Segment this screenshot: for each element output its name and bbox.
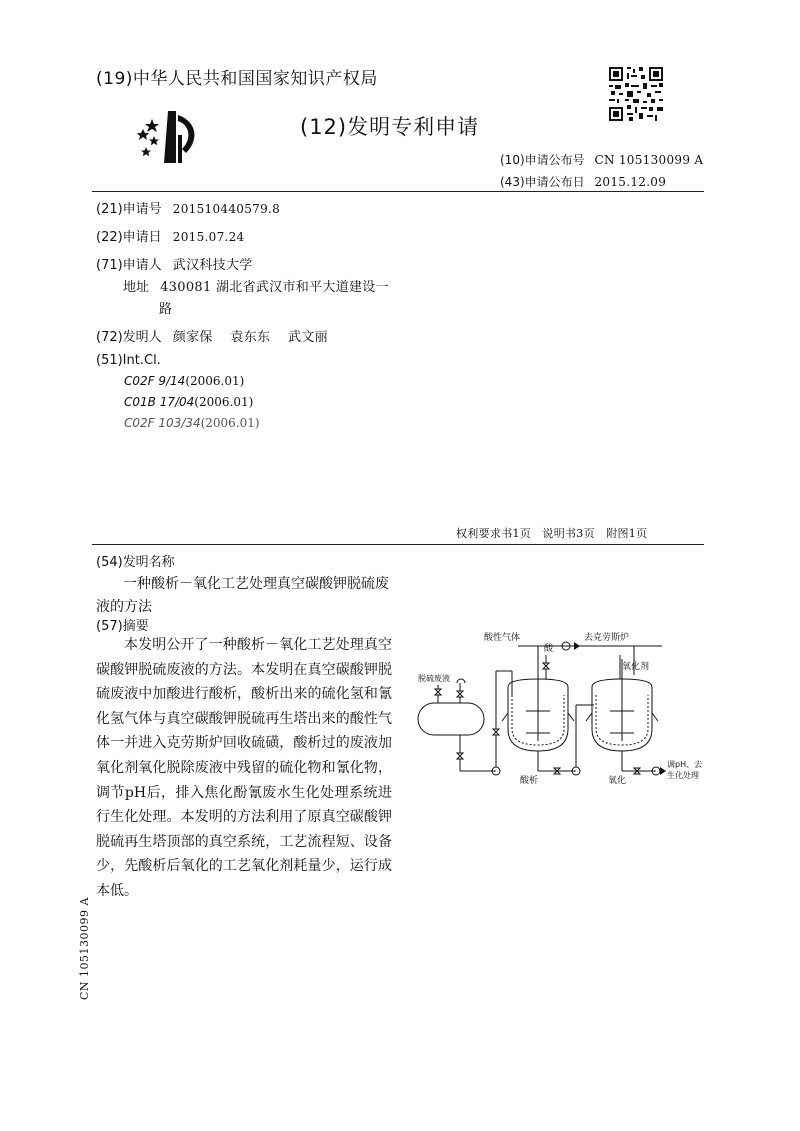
invention-title-line-2: 液的方法 — [96, 599, 152, 615]
label-adjust-ph: 调pH、去 — [667, 760, 703, 769]
label-to-claus: 去克劳斯炉 — [584, 633, 630, 643]
inventor-label: (72)发明人 — [96, 330, 162, 345]
ipc-row — [124, 374, 244, 388]
publication-number: CN 105130099 A — [594, 153, 704, 167]
address-line-1: 430081 湖北省武汉市和平大道建设一 — [160, 280, 389, 295]
office-name: (19)中华人民共和国国家知识产权局 — [96, 69, 378, 89]
inventors: 颜家保 袁东东 武文丽 — [172, 330, 328, 345]
applicant-row — [96, 254, 253, 273]
address-row — [123, 276, 389, 295]
inventor-row — [96, 326, 328, 345]
ipc-code: C02F 9/14 — [124, 374, 186, 388]
publication-date: 2015.12.09 — [594, 175, 667, 189]
label-oxidant: 氧化剂 — [622, 662, 650, 672]
abstract-text: 本发明公开了一种酸析－氧化工艺处理真空碳酸钾脱硫废液的方法。本发明在真空碳酸钾脱硫废液中加酸进行酸析，酸析出来的硫化氢和氰化氢气体与真空碳酸钾脱硫再生塔出来的酸性气体一并进入克劳斯炉回收硫磺，酸析过的废液加氧化剂氧化脱除废液中残留的硫化物和氰化物，调节pH后，排入焦化酚氰废水生化处理系统进行生化处理。本发明的方法利用了原真空碳酸钾脱硫再生塔顶部的真空系统，工艺流程短、设备少，先酸析后氧化的工艺氧化剂耗量少，运行成本低。 — [96, 637, 392, 899]
ipc-version: (2006.01) — [185, 374, 245, 388]
ipc-row — [124, 416, 260, 430]
page-counts: 权利要求书1页 说明书3页 附图1页 — [456, 527, 648, 540]
publication-date-label: (43)申请公布日 — [500, 175, 585, 189]
address-line-2: 路 — [159, 302, 173, 317]
document-type: (12)发明专利申请 — [300, 115, 480, 139]
valve-icon — [493, 729, 499, 735]
applicant-label: (71)申请人 — [96, 258, 162, 273]
ipc-code: C02F 103/34 — [124, 416, 201, 430]
application-number-row — [96, 198, 280, 217]
label-bio-treatment: 生化处理 — [667, 771, 699, 780]
vent-icon — [457, 679, 465, 683]
invention-title-line-1: 一种酸析－氧化工艺处理真空碳酸钾脱硫废 — [123, 576, 389, 592]
int-cl-label: (51)Int.Cl. — [96, 353, 161, 368]
label-acid-gas: 酸性气体 — [484, 633, 521, 643]
side-publication-number: CN 105130099 A — [78, 897, 91, 1000]
publication-number-label: (10)申请公布号 — [500, 153, 585, 167]
publication-number-row — [500, 151, 703, 168]
application-date-label: (22)申请日 — [96, 230, 162, 245]
header-divider — [92, 191, 704, 192]
label-oxidize: 氧化 — [608, 776, 627, 785]
application-number-label: (21)申请号 — [96, 202, 162, 217]
ipc-code: C01B 17/04 — [124, 395, 195, 409]
ipc-row — [124, 395, 253, 409]
storage-tank — [418, 703, 484, 735]
valve-icon — [457, 753, 463, 759]
application-date-row — [96, 226, 245, 245]
publication-date-row — [500, 173, 666, 190]
abstract-label: (57)摘要 — [96, 619, 149, 634]
applicant: 武汉科技大学 — [172, 258, 253, 273]
qr-code — [609, 67, 663, 121]
abstract-divider — [92, 544, 704, 545]
application-date: 2015.07.24 — [172, 230, 245, 244]
arrow-icon — [574, 642, 580, 650]
address-label: 地址 — [123, 280, 150, 295]
label-acidify: 酸析 — [520, 776, 539, 785]
cnipa-logo — [130, 105, 210, 170]
label-acid: 酸 — [544, 644, 554, 654]
ipc-version: (2006.01) — [200, 416, 260, 430]
process-flow-diagram — [408, 625, 704, 785]
label-waste-liquid: 脱硫废液 — [418, 674, 450, 683]
valve-icon — [457, 691, 463, 697]
ipc-version: (2006.01) — [194, 395, 254, 409]
invention-title-label: (54)发明名称 — [96, 555, 175, 570]
valve-icon — [435, 689, 441, 695]
application-number: 201510440579.8 — [172, 202, 281, 216]
